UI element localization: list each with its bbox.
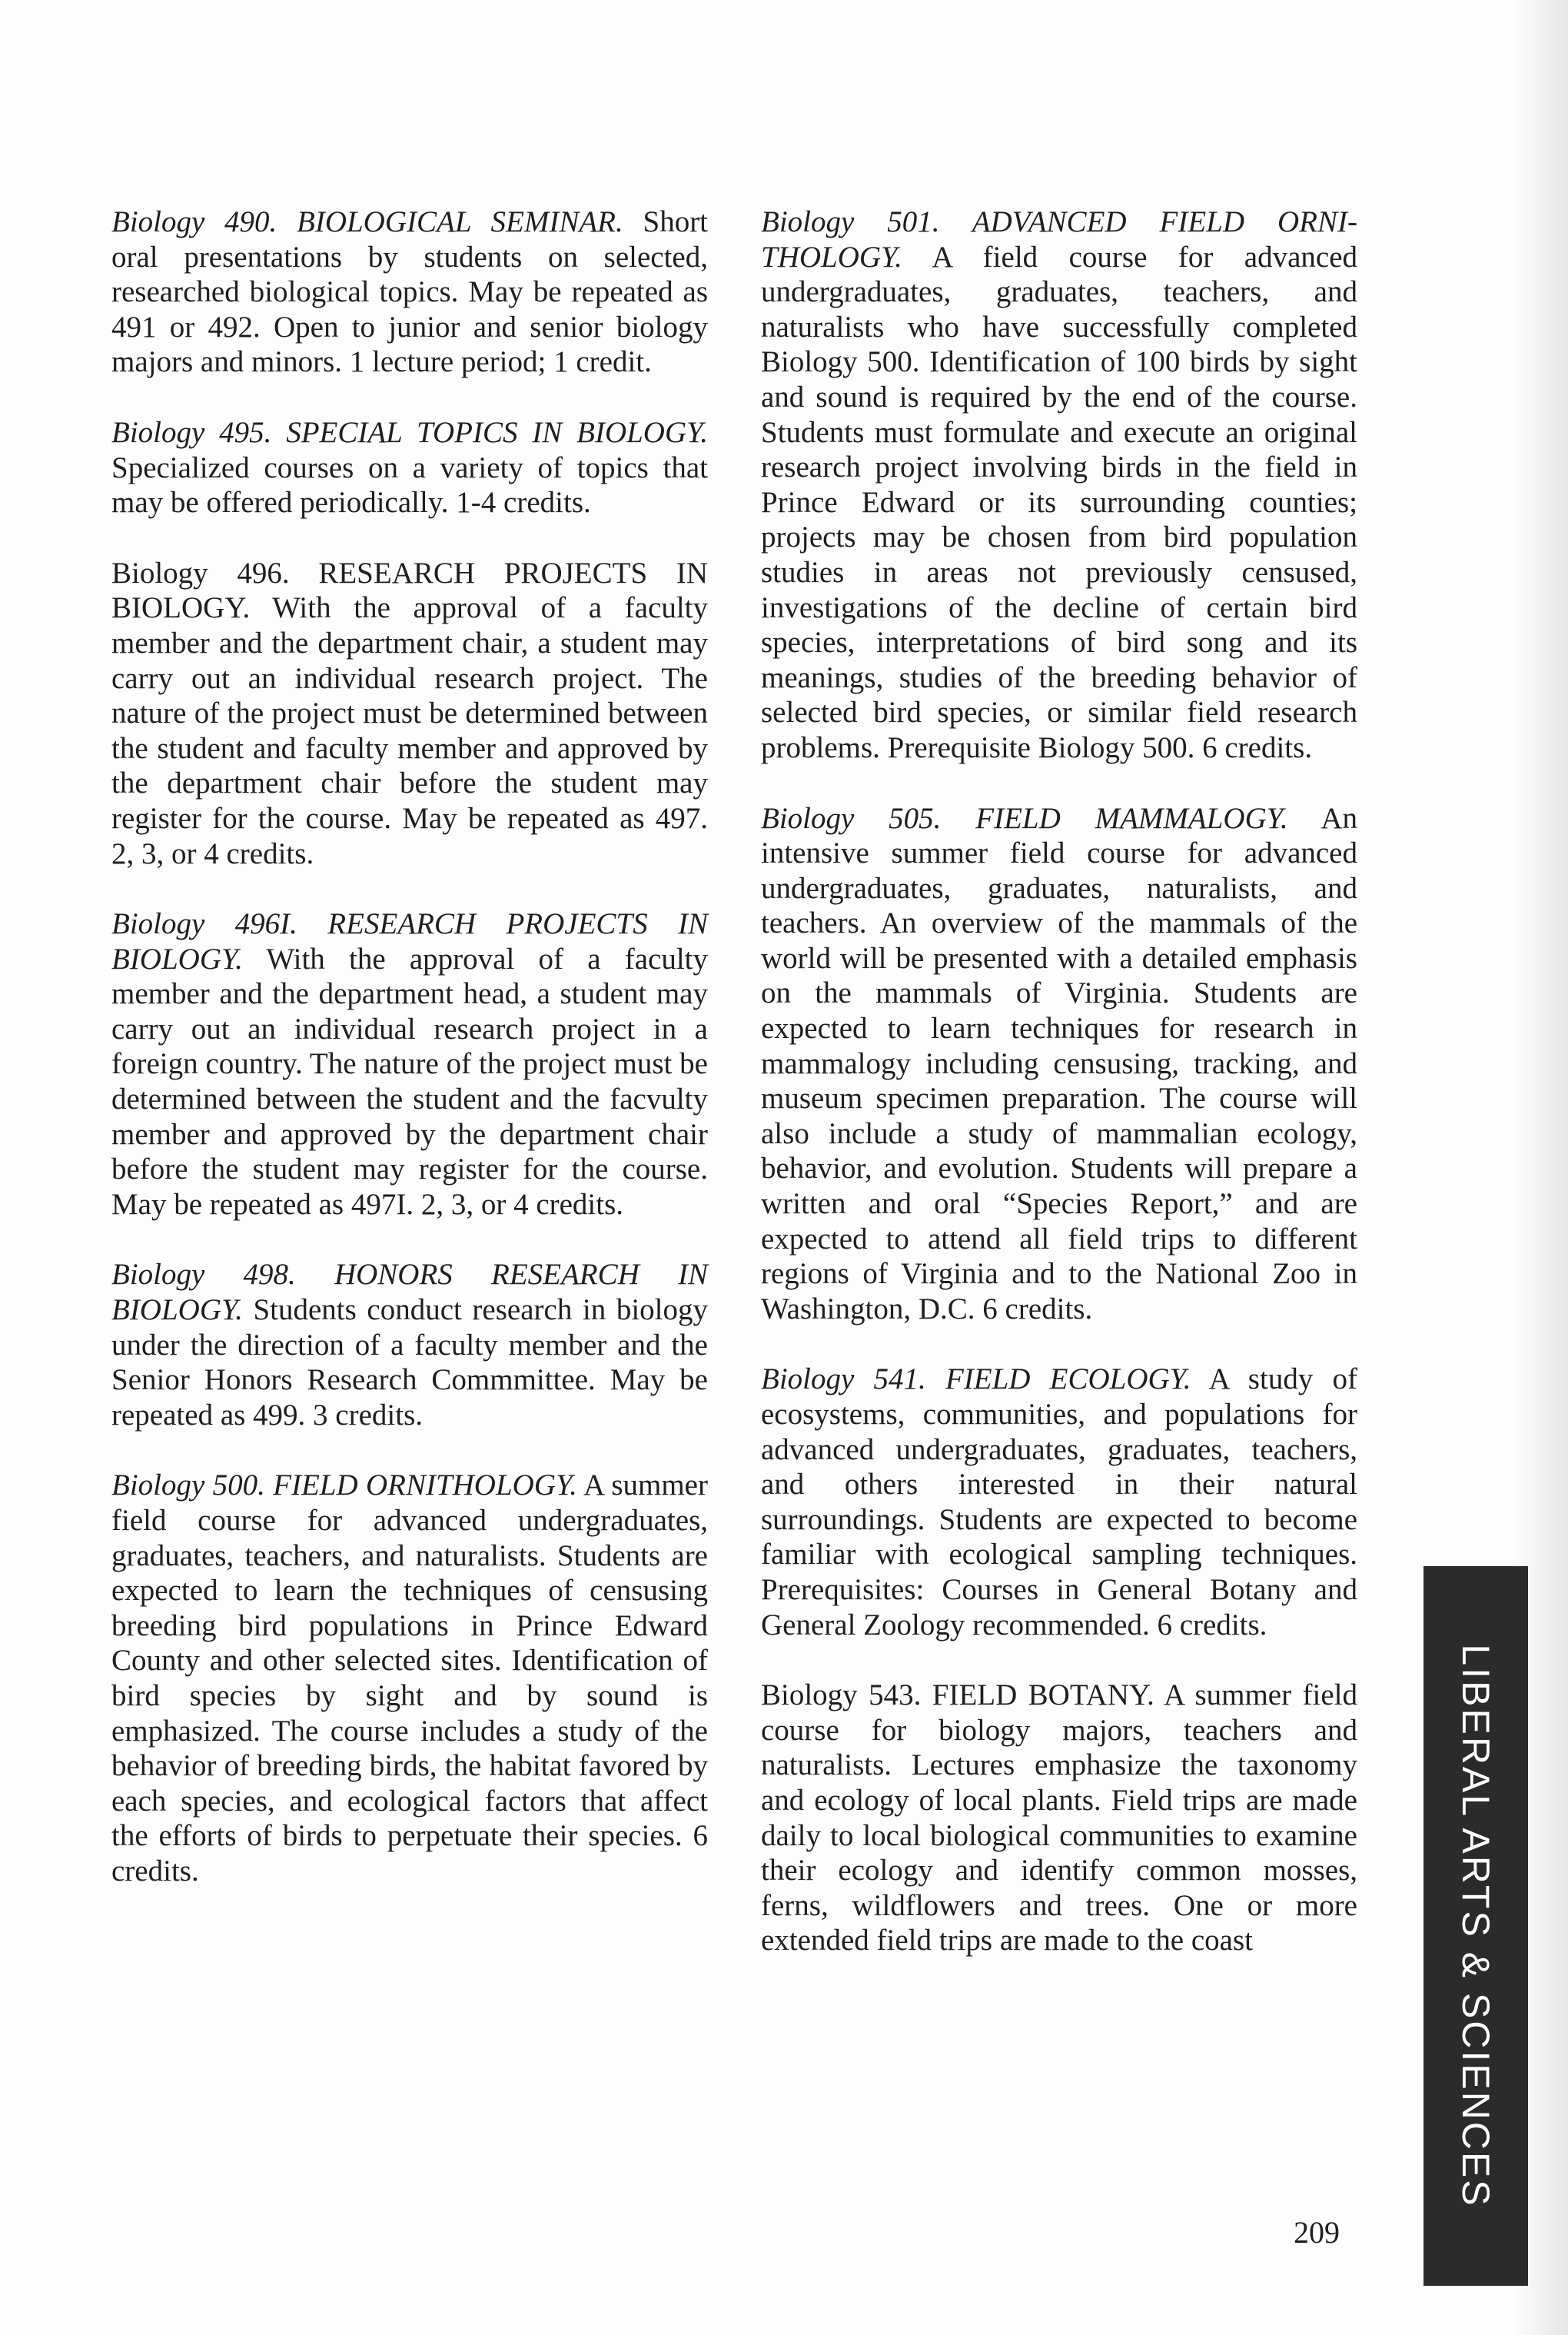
section-side-tab [1423, 1566, 1528, 2286]
course-entry-biology-501 [761, 205, 1357, 766]
course-description: A study of ecosystems, communities, and populations for advanced undergraduates, graduates, teachers, and others interested in their natural surroundings. Students are expected to become familiar with ecological sampling techniques. Prerequisites: Courses in General Botany and General Zoology recommended. 6 credits. [761, 1362, 1358, 1641]
course-entry-biology-496 [111, 556, 708, 871]
course-heading: Biology 500. FIELD ORNITHOLOGY. [111, 1469, 577, 1502]
course-entry-biology-500 [111, 1468, 708, 1888]
course-description: An intensive summer field course for advanced undergraduates, graduates, naturalists, and teachers. An overview of the mammals of the world will be presented with a detailed emphasis on the mammals of Virginia. Students are expected to learn techniques for research in mammalogy including censusing, tracking, and museum specimen preparation. The course will also include a study of mammalian ecology, behavior, and evolution. Students will prepare a written and oral “Species Report,” and are expected to attend all field trips to different regions of Virginia and to the National Zoo in Washington, D.C. 6 credits. [761, 801, 1357, 1325]
course-heading: Biology 498. HONORS RESEARCH IN BIOLOGY. [111, 1258, 708, 1327]
course-heading: Biology 496. RESEARCH PROJECTS IN BIOLOGY. [111, 556, 708, 625]
course-entry-biology-495 [111, 415, 708, 521]
course-heading: Biology 495. SPECIAL TOPICS IN BIOLOGY. [111, 415, 708, 449]
course-entry-biology-496i [111, 906, 708, 1222]
course-description: A summer field course for biology majors, teachers and naturalists. Lectures emphasize the taxonomy and ecology of local plants. Field trips are made daily to local biological communities to examine their ecology and identify common mosses, ferns, wildflowers and trees. One or more extended field trips are made to the coast [761, 1678, 1357, 1957]
course-heading: Biology 490. BIOLOGICAL SEMINAR. [111, 205, 623, 238]
course-entry-biology-505 [761, 801, 1357, 1327]
course-description: Students conduct research in biology under the direction of a faculty member and the Senior Honors Research Commmittee. May be repeated as 499. 3 credits. [111, 1293, 709, 1432]
course-entry-biology-541 [761, 1362, 1357, 1642]
page-number: 209 [1294, 2215, 1340, 2250]
course-heading: Biology 543. FIELD BOTANY. [761, 1678, 1154, 1712]
course-entry-biology-543 [761, 1678, 1357, 1958]
course-description: A summer field course for advanced undergraduates, graduates, teachers, and naturalists. Students are expected to learn the techniques of censusing breeding bird populations in Prince Edward County and other selected sites. Identification of bird species by sight and by sound is emphasized. The course includes a study of the behavior of breeding birds, the habitat favored by each species, and ecological factors that affect the efforts of birds to perpetuate their species. 6 credits. [111, 1469, 708, 1888]
course-description: A field course for advanced undergraduates, graduates, teachers, and naturalists who have successfully completed Biology 500. Identification of 100 birds by sight and sound is required by the end of the course. Students must formulate and execute an original research project involving birds in the field in Prince Edward or its surrounding counties; projects may be chosen from bird population studies in areas not previously censused, investigations of the decline of certain bird species, interpretations of bird song and its meanings, studies of the breeding behavior of selected bird species, or similar field research problems. Prerequisite Biology 500. 6 credits. [761, 240, 1357, 764]
left-column [111, 205, 708, 1924]
course-heading: Biology 505. FIELD MAMMALOGY. [761, 801, 1288, 835]
course-description: With the approval of a faculty member and the department chair, a student may carry out an individual research project. The nature of the project must be determined between the student and faculty member and approved by the department chair before the student may register for the course. May be repeated as 497. 2, 3, or 4 credits. [111, 591, 708, 870]
right-column [761, 205, 1357, 1994]
course-entry-biology-498 [111, 1257, 708, 1432]
course-heading: Biology 541. FIELD ECOLOGY. [761, 1362, 1191, 1396]
course-description: With the approval of a faculty member and the department head, a student may carry out an individual research project in a foreign country. The nature of the project must be determined between the student and the facvulty member and approved by the department chair before the student may register for the course. May be repeated as 497I. 2, 3, or 4 credits. [111, 942, 709, 1221]
course-heading: Biology 496I. RESEARCH PROJECTS IN BIOLOGY. [111, 907, 708, 976]
section-tab-label: LIBERAL ARTS & SCIENCES [1454, 1644, 1497, 2208]
course-entry-biology-490 [111, 205, 708, 380]
course-description: Specialized courses on a variety of topics that may be offered periodically. 1-4 credits. [111, 451, 708, 520]
course-description: Short oral presentations by students on selected, researched biological topics. May be repeated as 491 or 492. Open to junior and senior biology majors and minors. 1 lecture period; 1 credit. [111, 205, 709, 379]
course-heading: Biology 501. ADVANCED FIELD ORNITHOLOGY. [761, 205, 1357, 274]
